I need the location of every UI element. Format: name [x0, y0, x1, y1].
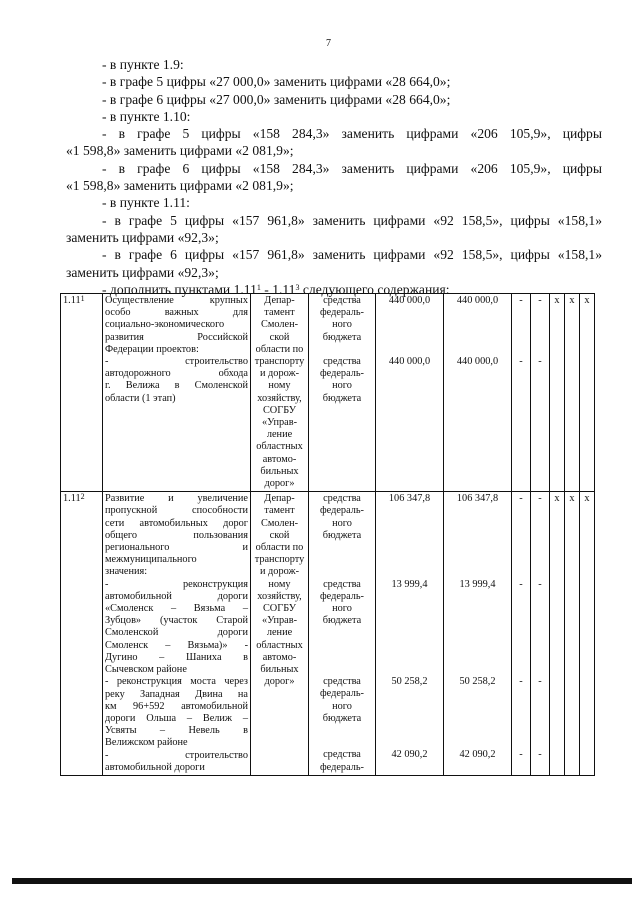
bottom-border-bar	[12, 878, 632, 884]
text-line: области по	[255, 343, 304, 355]
table-row	[61, 294, 595, 492]
text-line: Развитие и увеличение	[105, 493, 248, 505]
col8-cell	[531, 492, 550, 776]
text-line: регионального и	[105, 542, 248, 554]
text-line: федераль-	[320, 590, 364, 602]
value: x	[584, 295, 590, 306]
text-line: и дорож-	[259, 368, 300, 380]
text-line: автомобильной дороги	[105, 761, 205, 773]
text-line: ного	[332, 319, 352, 331]
spacer	[533, 307, 547, 356]
text-line: - строительство	[105, 749, 248, 761]
text-line: федераль-	[320, 688, 364, 700]
text-line: Осуществление крупных	[105, 295, 248, 306]
text-line: средства	[323, 295, 361, 306]
text-line: «Управ-	[261, 417, 298, 429]
amount-col6-cell	[444, 294, 512, 492]
text-line: бюджета	[322, 392, 362, 404]
text-line: средства	[323, 676, 361, 688]
amendments-text	[66, 56, 602, 298]
value: 13 999,4	[459, 578, 496, 590]
amount-col5-cell	[376, 294, 444, 492]
text-line: областных	[256, 441, 303, 453]
spacer	[446, 688, 509, 749]
value: 50 258,2	[459, 676, 496, 688]
text-line: ного	[332, 517, 352, 529]
text-line: областных	[256, 639, 303, 651]
spacer	[533, 688, 547, 749]
text-line: - строительство	[105, 356, 248, 368]
spacer	[311, 725, 373, 749]
spacer	[514, 591, 528, 676]
text-line: - в графе 5 цифры «157 961,8» заменить цифрами «92 158,5», цифры «158,1»	[102, 212, 602, 228]
text-line: «1 598,8» заменить цифрами «2 081,9»;	[66, 178, 294, 194]
text-line: Смоленской дороги	[105, 627, 248, 639]
text-line: - в пункте 1.11:	[102, 195, 190, 211]
text-line: ление	[266, 627, 293, 639]
text-line: хозяйству,	[257, 590, 302, 602]
responsible-cell	[251, 492, 309, 776]
project-name-cell	[103, 492, 251, 776]
value: -	[538, 578, 542, 590]
text-line: «Управ-	[261, 615, 298, 627]
value: -	[519, 749, 523, 761]
text-line: Депар-	[264, 493, 295, 505]
value: -	[519, 676, 523, 688]
text-line: г. Велижа в Смоленской	[105, 380, 248, 392]
item-number-cell	[61, 294, 103, 492]
spacer	[378, 591, 441, 676]
text-line: бильных	[260, 664, 299, 676]
value: 440 000,0	[388, 295, 431, 306]
text-line: федераль-	[320, 307, 364, 319]
add-items-mid: - 1.11	[260, 281, 296, 297]
text-line: Депар-	[264, 295, 295, 306]
text-line: хозяйству,	[257, 392, 302, 404]
text-line: СОГБУ	[262, 404, 297, 416]
add-items-sup1: 1	[256, 282, 261, 292]
spacer	[378, 688, 441, 749]
value: -	[538, 295, 542, 306]
value: x	[569, 493, 575, 505]
text-line: бюджета	[322, 712, 362, 724]
text-line: ного	[332, 700, 352, 712]
text-line: «Смоленск – Вязьма –	[105, 603, 248, 615]
value: x	[569, 295, 575, 306]
add-items-suffix: следующего содержания:	[299, 281, 450, 297]
spacer	[533, 591, 547, 676]
text-line: Дугино – Шаниха в	[105, 651, 248, 663]
text-line: СОГБУ	[262, 603, 297, 615]
text-line: ному	[268, 578, 291, 590]
value: -	[519, 295, 523, 306]
text-line: дорог»	[264, 676, 295, 688]
text-line: км 96+592 автомобильной	[105, 700, 248, 712]
value: -	[519, 578, 523, 590]
x-mark-cell	[565, 492, 580, 776]
text-line: автодорожного обхода	[105, 368, 248, 380]
text-line: и дорож-	[259, 566, 300, 578]
text-line: - в пункте 1.9:	[102, 57, 184, 72]
text-line: - в графе 5 цифры «27 000,0» заменить цифрами «28 664,0»;	[102, 74, 451, 90]
value: 42 090,2	[459, 749, 496, 761]
text-line: особо важных для	[105, 307, 248, 319]
add-items-sup2: 3	[295, 282, 300, 292]
text-line: средства	[323, 578, 361, 590]
text-line: транспорту	[254, 554, 305, 566]
text-line: развития Российской	[105, 331, 248, 343]
text-line: области (1 этап)	[105, 392, 176, 404]
text-line: «1 598,8» заменить цифрами «2 081,9»;	[66, 143, 294, 159]
value: 106 347,8	[456, 493, 499, 505]
text-line: бюджета	[322, 615, 362, 627]
item-number-sup: 2	[80, 492, 85, 502]
value: 106 347,8	[388, 493, 431, 505]
add-items-prefix: - дополнить пунктами 1.11	[102, 281, 257, 297]
spacer	[533, 505, 547, 578]
item-number: 1.11	[63, 295, 81, 306]
funding-source-cell	[309, 492, 376, 776]
value: 13 999,4	[391, 578, 428, 590]
text-line: социально-экономического	[105, 319, 225, 331]
spacer	[378, 505, 441, 578]
amount-col6-cell	[444, 492, 512, 776]
spacer	[311, 542, 373, 579]
value: x	[554, 295, 560, 306]
spacer	[311, 627, 373, 676]
x-mark-cell	[565, 294, 580, 492]
col7-cell	[512, 492, 531, 776]
text-line: автомобильной дороги	[105, 590, 248, 602]
text-line: - реконструкция	[105, 578, 248, 590]
text-line: Федерации проектов:	[105, 343, 199, 355]
funding-source-cell	[309, 294, 376, 492]
value: -	[519, 493, 523, 505]
text-line: ному	[268, 380, 291, 392]
text-line: Смолен-	[260, 517, 299, 529]
text-line: Сычевском районе	[105, 664, 187, 676]
text-line: средства	[323, 356, 361, 367]
text-line: общего пользования	[105, 529, 248, 541]
text-line: сети автомобильных дорог	[105, 517, 248, 529]
value: 440 000,0	[388, 356, 431, 367]
col8-cell	[531, 294, 550, 492]
value: 440 000,0	[456, 356, 499, 367]
text-line: - в графе 6 цифры «27 000,0» заменить цифрами «28 664,0»;	[102, 91, 451, 107]
spacer	[446, 307, 509, 356]
text-line: реку Западная Двина на	[105, 688, 248, 700]
responsible-cell	[251, 294, 309, 492]
item-number: 1.11	[63, 493, 81, 505]
text-line: ской	[269, 331, 290, 343]
spacer	[514, 505, 528, 578]
text-line: автомо-	[262, 453, 297, 465]
text-line: заменить цифрами «92,3»;	[66, 229, 219, 245]
text-line: Велижском районе	[105, 737, 188, 749]
text-line: дорог»	[264, 478, 295, 490]
item-number-sup: 1	[80, 294, 85, 303]
text-line: Зубцов» (участок Старой	[105, 615, 248, 627]
text-line: ного	[332, 380, 352, 392]
text-line: бюджета	[322, 529, 362, 541]
text-line: федераль-	[320, 761, 364, 773]
spacer	[378, 307, 441, 356]
text-line: ление	[266, 429, 293, 441]
text-line: средства	[323, 493, 361, 505]
x-mark-cell	[580, 492, 595, 776]
value: x	[554, 493, 560, 505]
x-mark-cell	[580, 294, 595, 492]
col7-cell	[512, 294, 531, 492]
projects-table	[60, 293, 595, 776]
text-line: - в пункте 1.10:	[102, 108, 191, 124]
amount-col5-cell	[376, 492, 444, 776]
text-line: Смолен-	[260, 319, 299, 331]
text-line: дороги Ольша – Велиж –	[105, 712, 248, 724]
text-line: области по	[255, 542, 304, 554]
table-row	[61, 492, 595, 776]
value: 440 000,0	[456, 295, 499, 306]
text-line: заменить цифрами «92,3»;	[66, 264, 219, 280]
value: x	[584, 493, 590, 505]
text-line: Усвяты – Невель в	[105, 725, 248, 737]
value: 50 258,2	[391, 676, 428, 688]
text-line: пропускной способности	[105, 505, 248, 517]
value: 42 090,2	[391, 749, 428, 761]
value: -	[538, 676, 542, 688]
spacer	[446, 505, 509, 578]
text-line: бюджета	[322, 331, 362, 343]
text-line: федераль-	[320, 368, 364, 380]
value: -	[538, 493, 542, 505]
text-line: ного	[332, 603, 352, 615]
project-name-cell	[103, 294, 251, 492]
text-line: средства	[323, 749, 361, 761]
text-line: - реконструкция моста через	[105, 676, 248, 688]
item-number-cell	[61, 492, 103, 776]
page-number: 7	[326, 38, 331, 49]
spacer	[514, 307, 528, 356]
spacer	[446, 591, 509, 676]
text-line: федераль-	[320, 505, 364, 517]
text-line: ской	[269, 529, 290, 541]
text-line: тамент	[264, 505, 295, 517]
text-line: - в графе 6 цифры «157 961,8» заменить цифрами «92 158,5», цифры «158,1»	[102, 247, 602, 263]
text-line: тамент	[264, 307, 295, 319]
text-line: автомо-	[262, 651, 297, 663]
text-line: - в графе 5 цифры «158 284,3» заменить цифрами «206 105,9», цифры	[102, 126, 602, 142]
x-mark-cell	[550, 492, 565, 776]
text-line: - в графе 6 цифры «158 284,3» заменить цифрами «206 105,9», цифры	[102, 160, 602, 176]
value: -	[538, 356, 542, 367]
text-line: Смоленск – Вязьма)» -	[105, 639, 248, 651]
spacer	[514, 688, 528, 749]
text-line: бильных	[260, 465, 299, 477]
x-mark-cell	[550, 294, 565, 492]
spacer	[311, 344, 373, 356]
text-line: транспорту	[254, 356, 305, 368]
value: -	[538, 749, 542, 761]
value: -	[519, 356, 523, 367]
text-line: межмуниципального	[105, 554, 197, 566]
text-line: значения:	[105, 566, 148, 578]
